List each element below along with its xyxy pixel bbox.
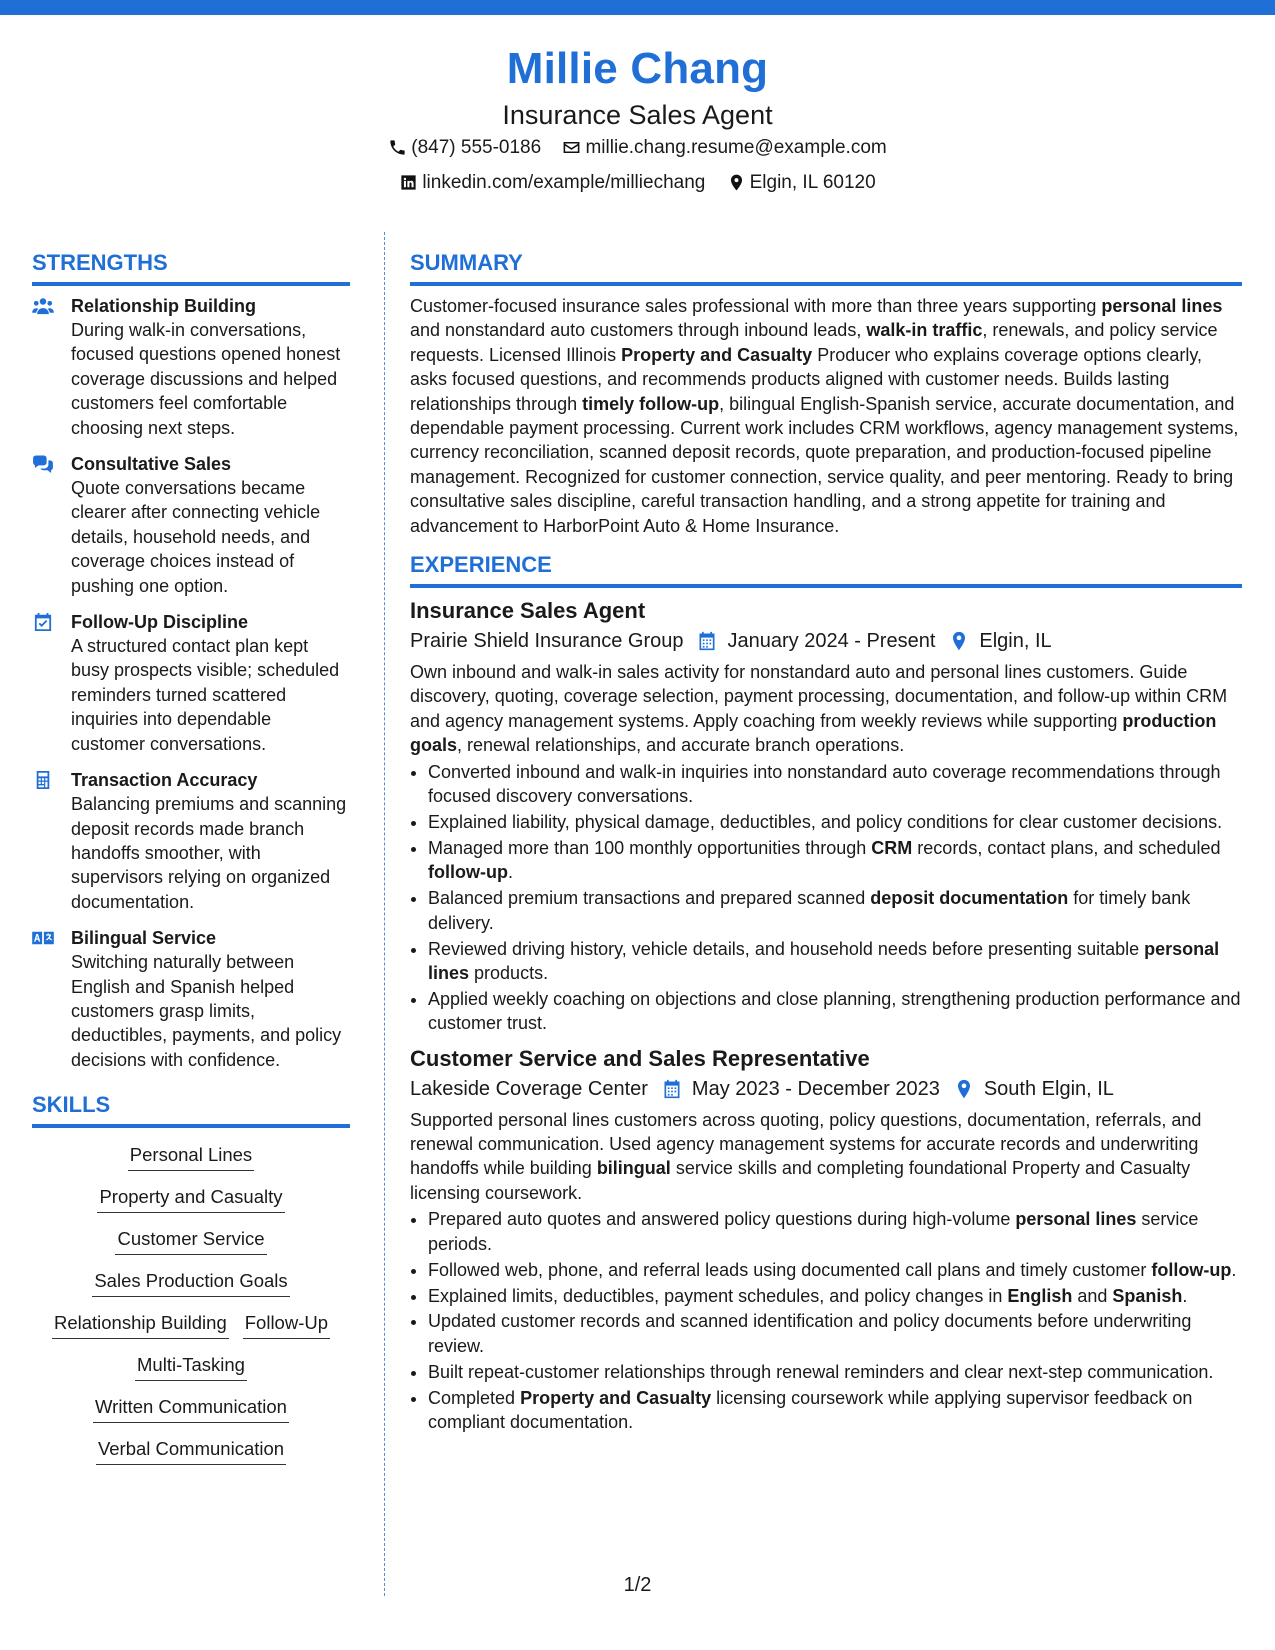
skill-tag: Verbal Communication [96, 1436, 286, 1465]
candidate-name: Millie Chang [506, 44, 769, 93]
skill-tag: Follow-Up [243, 1310, 330, 1339]
strength-item [32, 610, 350, 756]
linkedin-contact[interactable] [399, 167, 705, 198]
calendar-icon [662, 1079, 682, 1099]
calendar-icon [697, 631, 717, 651]
skills-heading: SKILLS [32, 1090, 350, 1128]
job-entry [410, 1044, 1242, 1435]
skills-list [32, 1136, 350, 1465]
job-bullet: • Explained liability, physical damage, deductibles, and policy conditions for clear customer decisions. [428, 810, 1242, 834]
strength-item [32, 926, 350, 1072]
job-meta [410, 1074, 1242, 1104]
job-bullet: • Balanced premium transactions and prepared scanned deposit documentation for timely bank delivery. [428, 886, 1242, 935]
job-entry [410, 596, 1242, 1036]
email-contact[interactable] [562, 132, 886, 163]
calculator-icon [32, 771, 54, 789]
right-column [410, 248, 1242, 1442]
job-dates-text: May 2023 - December 2023 [691, 1077, 940, 1100]
skill-tag: Customer Service [115, 1226, 266, 1255]
job-company: Prairie Shield Insurance Group [410, 630, 684, 653]
skill-row [32, 1436, 350, 1465]
job-bullet: • Prepared auto quotes and answered policy questions during high-volume personal lines service periods. [428, 1207, 1242, 1256]
job-bullet: • Applied weekly coaching on objections and close planning, strengthening production performance and customer trust. [428, 987, 1242, 1036]
linkedin-icon [399, 173, 418, 192]
location-contact [727, 167, 876, 198]
skill-row [32, 1226, 350, 1255]
job-dates [662, 1074, 940, 1104]
job-description: Own inbound and walk-in sales activity for nonstandard auto and personal lines customers. Guide discovery, quoting, coverage selection, payment processing, documentation, and follow-up within CRM and agency management systems. Apply coaching from weekly reviews while supporting production goals, renewal relationships, and accurate branch operations. [410, 662, 1228, 756]
job-bullet: • Completed Property and Casualty licensing coursework while applying supervisor feedback on compliant documentation. [428, 1386, 1242, 1435]
strength-item [32, 452, 350, 598]
skill-tag: Relationship Building [52, 1310, 229, 1339]
skill-row [32, 1142, 350, 1171]
chat-bubbles-icon [32, 455, 54, 473]
strength-item [32, 294, 350, 440]
location-text: Elgin, IL 60120 [749, 172, 876, 193]
strengths-heading: STRENGTHS [32, 248, 350, 286]
skill-row [32, 1394, 350, 1423]
summary-text: Customer-focused insurance sales professional with more than three years supporting personal lines and nonstandard auto customers through inbound leads, walk-in traffic, renewals, and policy service requests. Licensed Illinois Property and Casualty Producer who explains coverage options clearly, asks focused questions, and recommends products aligned with customer needs. Builds lasting relationships through timely follow-up, bilingual English-Spanish service, accurate documentation, and dependable payment processing. Current work includes CRM workflows, agency management systems, currency reconciliation, scanned deposit records, quote preparation, and production-focused pipeline management. Recognized for customer connection, service quality, and peer mentoring. Ready to bring consultative sales discipline, careful transaction handling, and a strong appetite for training and advancement to HarborPoint Auto & Home Insurance. [410, 296, 1239, 536]
resume-header [0, 40, 1275, 202]
column-divider [384, 232, 385, 1596]
job-bullet: • Followed web, phone, and referral leads using documented call plans and timely customer follow-up. [428, 1258, 1242, 1282]
summary-heading: SUMMARY [410, 248, 1242, 286]
job-bullet: • Updated customer records and scanned identification and policy documents before underwriting review. [428, 1309, 1242, 1358]
email-text: millie.chang.resume@example.com [585, 137, 887, 158]
job-bullet: • Explained limits, deductibles, payment schedules, and policy changes in English and Spanish. [428, 1284, 1242, 1308]
skill-tag: Property and Casualty [97, 1184, 284, 1213]
contact-row-1 [0, 132, 1275, 167]
candidate-role: Insurance Sales Agent [502, 100, 773, 130]
map-pin-icon [949, 631, 969, 651]
strength-title: Transaction Accuracy [71, 770, 258, 791]
strength-description: Switching naturally between English and Spanish helped customers grasp limits, deductibles, payments, and policy decisions with confidence. [71, 952, 342, 1070]
job-location-text: South Elgin, IL [983, 1077, 1114, 1100]
strength-title: Bilingual Service [71, 928, 217, 949]
linkedin-text: linkedin.com/example/milliechang [422, 172, 706, 193]
strength-description: Balancing premiums and scanning deposit records made branch handoffs smoother, with supervisors relying on organized documentation. [71, 794, 347, 912]
job-bullet: • Reviewed driving history, vehicle details, and household needs before presenting suitable personal lines products. [428, 937, 1242, 986]
strength-title: Relationship Building [71, 296, 256, 316]
strength-title: Consultative Sales [71, 454, 232, 475]
skill-row [32, 1352, 350, 1381]
map-pin-icon [727, 173, 746, 192]
map-pin-icon [954, 1079, 974, 1099]
phone-text: (847) 555-0186 [411, 137, 542, 158]
skill-tag: Multi-Tasking [135, 1352, 247, 1381]
phone-icon [388, 138, 407, 157]
job-dates-text: January 2024 - Present [727, 630, 936, 653]
job-company: Lakeside Coverage Center [410, 1077, 648, 1100]
strength-title: Follow-Up Discipline [71, 612, 249, 633]
phone-contact[interactable] [388, 132, 541, 163]
skill-tag: Written Communication [93, 1394, 289, 1423]
job-location [949, 626, 1051, 656]
strengths-list [32, 294, 350, 1072]
page-number: 1/2 [623, 1574, 652, 1596]
users-icon [32, 297, 54, 315]
job-title: Insurance Sales Agent [410, 598, 646, 624]
job-meta [410, 626, 1242, 656]
strength-item [32, 768, 350, 914]
experience-list [410, 596, 1242, 1434]
job-location [954, 1074, 1114, 1104]
strength-description: Quote conversations became clearer after connecting vehicle details, household needs, and coverage choices instead of pushing one option. [71, 478, 321, 596]
contact-row-2 [0, 167, 1275, 202]
job-bullets [410, 1207, 1242, 1434]
language-icon [32, 929, 54, 947]
skill-tag: Sales Production Goals [92, 1268, 289, 1297]
skill-tag: Personal Lines [128, 1142, 254, 1171]
skill-row [32, 1268, 350, 1297]
job-bullet: • Managed more than 100 monthly opportunities through CRM records, contact plans, and scheduled follow-up. [428, 836, 1242, 885]
job-bullets [410, 760, 1242, 1036]
top-accent-bar [0, 0, 1275, 15]
job-dates [697, 626, 935, 656]
job-bullet: • Converted inbound and walk-in inquiries into nonstandard auto coverage recommendations through focused discovery conversations. [428, 760, 1242, 809]
skill-row [32, 1184, 350, 1213]
strength-description: A structured contact plan kept busy prospects visible; scheduled reminders turned scattered inquiries into dependable customer conversations. [71, 636, 340, 754]
left-column [32, 248, 350, 1478]
envelope-icon [562, 138, 581, 157]
skill-row [32, 1310, 350, 1339]
job-location-text: Elgin, IL [979, 630, 1052, 653]
calendar-check-icon [32, 613, 54, 631]
job-bullet: • Built repeat-customer relationships through renewal reminders and clear next-step communication. [428, 1360, 1242, 1384]
strength-description: During walk-in conversations, focused questions opened honest coverage discussions and helped customers feel comfortable choosing next steps. [71, 320, 341, 438]
job-title: Customer Service and Sales Representative [410, 1045, 870, 1071]
job-description: Supported personal lines customers across quoting, policy questions, documentation, referrals, and renewal communication. Used agency management systems for accurate records and underwriting handoffs while building bilingual service skills and completing foundational Property and Casualty licensing coursework. [410, 1109, 1202, 1203]
experience-heading: EXPERIENCE [410, 550, 1242, 588]
